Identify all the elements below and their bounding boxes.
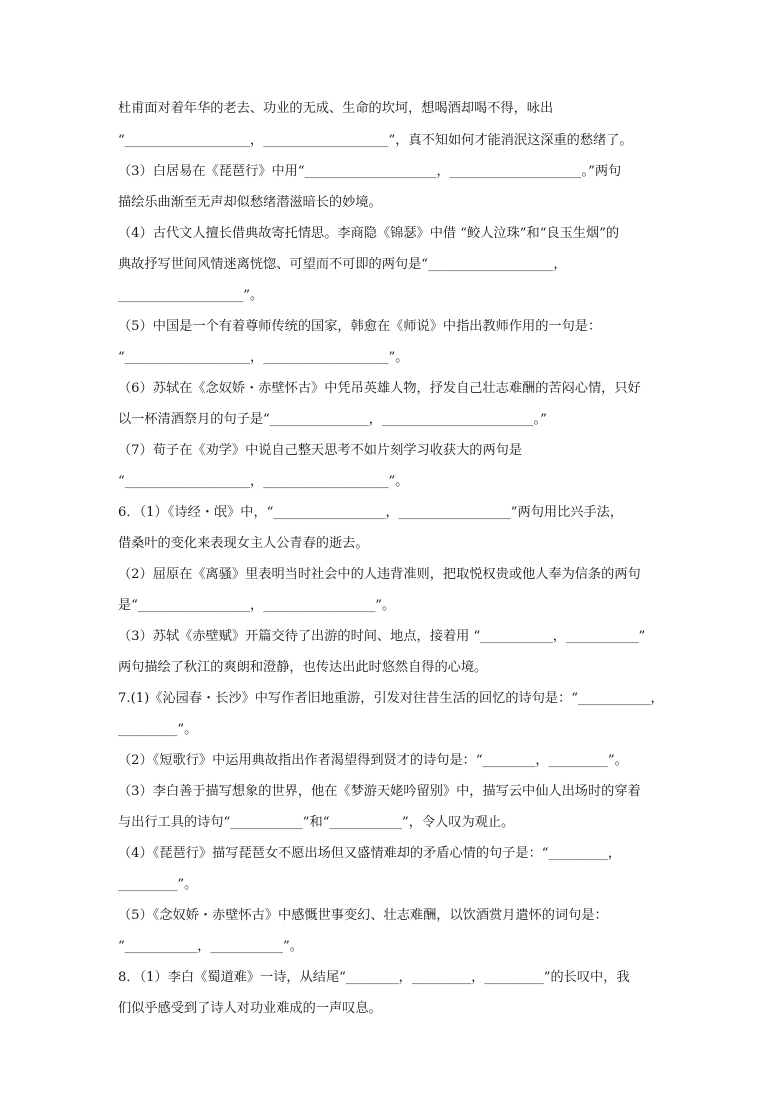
text-line: “___________________，___________________”，真不知如何才能消泯这深重的愁绪了。 (118, 133, 633, 148)
text-line: 描绘乐曲渐至无声却似愁绪潜滋暗长的妙境。 (118, 195, 382, 210)
text-line: 与出行工具的诗句“___________”和“___________”，令人叹为观止。 (118, 815, 515, 830)
text-line: （5）《念奴娇・赤壁怀古》中感慨世事变幻、壮志难酬，以饮酒赏月遣怀的词句是： (118, 908, 608, 923)
text-line: （3）李白善于描写想象的世界，他在《梦游天姥吟留别》中，描写云中仙人出场时的穿着 (118, 784, 641, 799)
text-line: 典故抒写世间风情迷离恍惚、可望而不可即的两句是“___________________， (118, 257, 567, 272)
text-line: 借桑叶的变化来表现女主人公青春的逝去。 (118, 536, 369, 551)
text-line: _________”。 (118, 722, 198, 737)
text-line: （4）古代文人擅长借典故寄托情思。李商隐《锦瑟》中借 “鲛人泣珠”和“良玉生烟”的 (118, 226, 620, 241)
text-line: （3）苏轼《赤壁赋》开篇交待了出游的时间、地点，接着用 “___________，___________” (118, 629, 646, 644)
text-line: 6．（1）《诗经・氓》中，“_________________，_________________”两句用比兴手法， (118, 505, 623, 520)
text-line: （3）白居易在《琵琶行》中用“____________________，____________________。”两句 (118, 164, 622, 179)
text-line: （5）中国是一个有着尊师传统的国家，韩愈在《师说》中指出教师作用的一句是： (118, 319, 602, 334)
text-line: 7.(1)《沁园春・长沙》中写作者旧地重游，引发对往昔生活的回忆的诗句是：“___________， (118, 691, 664, 706)
text-line: 们似乎感受到了诗人对功业难成的一声叹息。 (118, 1001, 382, 1016)
text-line: （2）屈原在《离骚》里表明当时社会中的人违背准则，把取悦权贵或他人奉为信条的两句 (118, 567, 641, 582)
text-line: （6）苏轼在《念奴娇・赤壁怀古》中凭吊英雄人物，抒发自己壮志难酬的苦闷心情，只好 (118, 381, 641, 396)
text-line: “___________________，___________________”。 (118, 350, 409, 365)
text-line: 杜甫面对着年华的老去、功业的无成、生命的坎坷，想喝酒却喝不得，咏出 (118, 101, 554, 116)
text-line: （4）《琵琶行》描写琵琶女不愿出场但又盛情难却的矛盾心情的句子是：“_________， (118, 846, 622, 861)
text-line: （7）荀子在《劝学》中说自己整天思考不如片刻学习收获大的两句是 (118, 443, 523, 458)
text-line: ___________________”。 (118, 288, 264, 303)
text-line: “___________，___________”。 (118, 939, 303, 954)
text-line: （2）《短歌行》中运用典故指出作者渴望得到贤才的诗句是：“________，_________”。 (118, 753, 628, 768)
text-line: 8．（1）李白《蜀道难》一诗，从结尾“________，_________，_________”的长叹中，我 (118, 970, 630, 985)
text-line: 两句描绘了秋江的爽朗和澄静，也传达出此时悠然自得的心境。 (118, 660, 488, 675)
text-line: _________”。 (118, 877, 198, 892)
text-line: 是“_________________，_________________”。 (118, 598, 396, 613)
text-line: 以一杯清酒祭月的句子是“_______________，_______________________。” (118, 412, 547, 427)
text-line: “___________________，___________________”。 (118, 474, 409, 489)
